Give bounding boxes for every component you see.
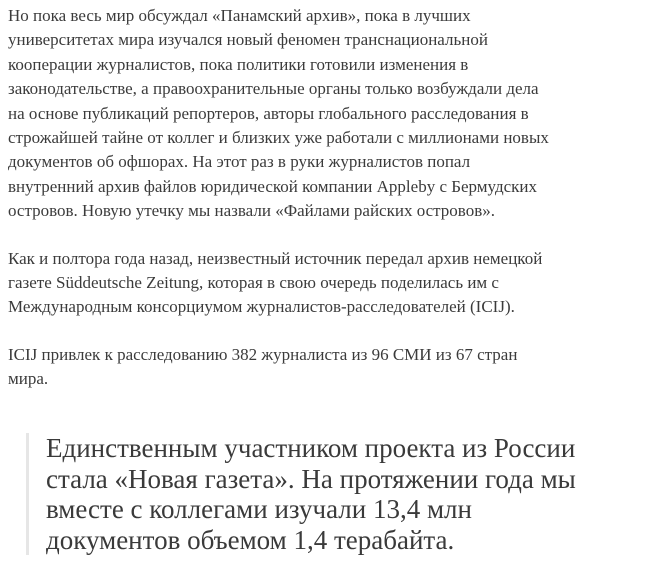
paragraph-line: ICIJ привлек к расследованию 382 журналиста из 96 СМИ из 67 стран	[8, 344, 518, 364]
paragraph-line: строжайшей тайне от коллег и близких уже работали с миллионами новых	[8, 128, 549, 148]
pull-quote-line: Единственным участником проекта из России	[46, 433, 576, 463]
pull-quote-line: вместе с коллегами изучали 13,4 млн	[46, 494, 472, 524]
pull-quote-line: документов объемом 1,4 терабайта.	[46, 524, 455, 555]
paragraph-icij	[8, 343, 656, 392]
paragraph-source	[8, 247, 656, 320]
paragraph-line: внутренний архив файлов юридической компании Appleby с Бермудских	[8, 176, 538, 196]
paragraph-line: на основе публикаций репортеров, авторы глобального расследования в	[8, 103, 529, 123]
paragraph-line: документов об офшорах. На этот раз в руки журналистов попал	[8, 152, 471, 172]
paragraph-line: газете Süddeutsche Zeitung, которая в свою очередь поделилась им с	[8, 273, 499, 293]
paragraph-line: университетах мира изучался новый феномен транснациональной	[8, 30, 488, 50]
paragraph-line: Как и полтора года назад, неизвестный источник передал архив немецкой	[8, 248, 543, 268]
paragraph-line: Но пока весь мир обсуждал «Панамский архив», пока в лучших	[8, 6, 471, 25]
paragraph-line: кооперации журналистов, пока политики готовили изменения в	[8, 54, 469, 74]
paragraph-line: Международным консорциумом журналистов-расследователей (ICIJ).	[8, 297, 515, 317]
paragraph-line: островов. Новую утечку мы назвали «Файлами райских островов».	[8, 201, 495, 221]
article-body	[8, 4, 656, 415]
pull-quote-line: стала «Новая газета». На протяжении года мы	[46, 463, 576, 494]
paragraph-line: законодательстве, а правоохранительные органы только возбуждали дела	[8, 79, 539, 99]
paragraph-panama-papers	[8, 4, 656, 224]
paragraph-line: мира.	[8, 369, 49, 389]
pull-quote	[26, 433, 667, 555]
